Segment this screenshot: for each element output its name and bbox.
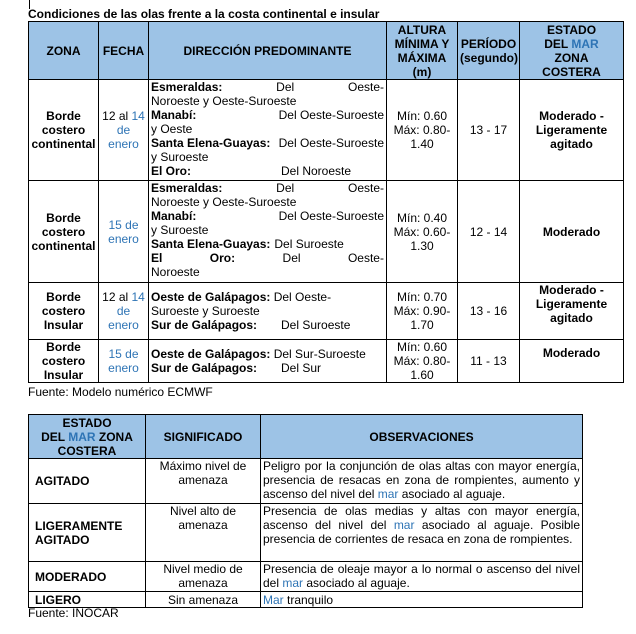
dir-line <box>151 290 384 304</box>
zona-line: Insular <box>43 368 84 382</box>
altura-max: Máx: 0.80- <box>393 354 451 368</box>
dir-line <box>151 251 384 265</box>
significado-cell <box>146 504 261 562</box>
obs-text: tranquilo <box>283 592 334 607</box>
table-header-row <box>29 22 624 80</box>
zona-cell <box>29 283 99 340</box>
header-periodo-line: (segundo) <box>460 50 518 65</box>
wave-conditions-table <box>28 21 624 383</box>
altura-min: Mín: 0.60 <box>396 340 448 354</box>
header-altura-line: (m) <box>412 64 432 79</box>
dir-region: Manabí: <box>151 108 197 122</box>
obs-text: asociado al aguaje. Posible presencia de corrientes de resaca en zona de rompientes. <box>263 518 580 546</box>
obs-mar: mar <box>282 576 304 590</box>
dir-region: El <box>151 251 163 265</box>
header-estado-line: COSTERA <box>57 443 117 458</box>
dir-text: Del Oeste- <box>273 290 332 304</box>
header-estado-mar: MAR <box>571 36 599 51</box>
estado-line: agitado <box>550 311 593 325</box>
dir-line <box>151 237 384 251</box>
significado-line: Sin amenaza <box>167 592 239 607</box>
table-row <box>29 459 583 504</box>
obs-text: asociado al aguaje. <box>398 487 506 501</box>
periodo-cell: 13 - 16 <box>458 283 520 340</box>
fecha-line <box>101 290 146 304</box>
fecha-month: enero <box>108 361 139 375</box>
direccion-cell <box>149 181 387 283</box>
significado-line: amenaza <box>178 518 228 532</box>
dir-continuation: y Suroeste <box>151 150 209 164</box>
dir-text: Del <box>276 80 295 94</box>
dir-continuation: Noroeste y Oeste-Suroeste <box>151 195 297 209</box>
fecha-text: 12 al <box>102 109 132 123</box>
table-row <box>29 283 624 340</box>
altura-max: 1.70 <box>410 318 434 332</box>
dir-continuation: Noroeste y Oeste-Suroeste <box>151 94 297 108</box>
dir-text: Del Noroeste <box>281 164 352 178</box>
significado-line: amenaza <box>178 576 228 590</box>
periodo-cell: 11 - 13 <box>458 340 520 383</box>
altura-cell <box>387 181 458 283</box>
zona-line: Borde <box>46 290 81 304</box>
header-estado-line: COSTERA <box>542 64 601 79</box>
altura-max: Máx: 0.80- <box>393 123 451 137</box>
header-estado-line <box>31 430 143 444</box>
zona-line: continental <box>31 238 96 253</box>
dir-text: Del Sur <box>281 361 322 375</box>
obs-text: asociado al aguaje. <box>303 576 410 590</box>
obs-text: Presencia de olas medias y altas con mayor energía, ascenso del nivel del <box>263 504 580 532</box>
header-altura <box>387 22 458 80</box>
dir-text: Oeste- <box>347 80 384 94</box>
altura-min: Mín: 0.40 <box>396 210 448 225</box>
dir-region: Santa Elena-Guayas: <box>151 237 271 251</box>
estado-line: Moderado - <box>539 109 604 123</box>
estado-cell: AGITADO <box>29 459 146 504</box>
dir-continuation: Noroeste <box>151 265 200 279</box>
dir-text: Del Sur-Suroeste <box>273 347 366 361</box>
estado-cell: LIGERO <box>29 592 146 608</box>
altura-max: 1.30 <box>410 238 434 253</box>
dir-region: Esmeraldas: <box>151 181 223 195</box>
document-title: Condiciones de las olas frente a la costa continental e insular <box>28 7 380 21</box>
fecha-line: de <box>116 123 131 137</box>
table-header-row <box>29 415 583 459</box>
altura-max: 1.40 <box>410 137 434 151</box>
zona-line: costero <box>41 123 86 137</box>
fecha-text: 12 al <box>102 290 132 304</box>
dir-line <box>151 80 384 94</box>
table-row <box>29 80 624 181</box>
observaciones-cell <box>261 592 583 608</box>
fecha-cell <box>99 181 149 283</box>
fecha-day: 15 de <box>108 347 139 361</box>
fecha-cell <box>99 340 149 383</box>
significado-line: Nivel medio de <box>163 562 243 576</box>
source-note: Fuente: INOCAR <box>28 606 119 620</box>
fecha-month: enero <box>108 318 139 332</box>
dir-region: Manabí: <box>151 209 197 223</box>
sea-state-legend-table <box>28 414 583 608</box>
table-row <box>29 340 624 383</box>
dir-region: Esmeraldas: <box>151 80 223 94</box>
significado-line: Máximo nivel de <box>159 459 247 473</box>
fecha-line <box>101 109 146 123</box>
fecha-day: 15 de <box>108 217 139 232</box>
header-altura-line: ALTURA <box>397 22 447 37</box>
zona-cell <box>29 80 99 181</box>
header-fecha: FECHA <box>99 22 149 80</box>
significado-cell <box>146 459 261 504</box>
estado-cell <box>520 80 624 181</box>
source-note: Fuente: Modelo numérico ECMWF <box>28 385 213 399</box>
zona-line: costero <box>41 224 86 239</box>
zona-line: Borde <box>46 210 81 225</box>
dir-text: Del Oeste-Suroeste <box>278 209 384 223</box>
direccion-cell <box>149 283 387 340</box>
altura-min: Mín: 0.70 <box>396 290 448 304</box>
significado-cell <box>146 592 261 608</box>
header-altura-line: MÍNIMA Y <box>394 36 450 51</box>
obs-text: Peligro por la conjunción de olas altas con mayor energía, presencia de resacas en zona de rompientes, aumento y ascenso del nivel del <box>263 459 580 501</box>
obs-text: Presencia de oleaje mayor a lo normal o ascenso del nivel del <box>263 562 580 590</box>
dir-line <box>151 181 384 195</box>
estado-line: Moderado <box>542 224 601 239</box>
table-row <box>29 181 624 283</box>
dir-region: El Oro: <box>151 164 192 178</box>
altura-max: 1.60 <box>410 368 434 382</box>
altura-cell <box>387 80 458 181</box>
header-estado-text: DEL <box>544 36 572 51</box>
zona-line: costero <box>41 354 86 368</box>
direccion-cell <box>149 340 387 383</box>
header-significado: SIGNIFICADO <box>146 415 261 459</box>
header-observaciones: OBSERVACIONES <box>261 415 583 459</box>
header-estado-line <box>522 37 621 51</box>
dir-region: Oro: <box>209 251 236 265</box>
dir-text: Del Suroeste <box>281 318 351 332</box>
header-estado-line: ESTADO <box>546 22 597 37</box>
direccion-cell <box>149 80 387 181</box>
obs-mar: Mar <box>263 592 284 607</box>
header-estado <box>520 22 624 80</box>
dir-continuation: y Suroeste <box>151 223 209 237</box>
observaciones-cell <box>261 504 583 562</box>
header-estado-text: ZONA <box>95 429 133 444</box>
header-estado-line: ESTADO <box>62 415 112 430</box>
fecha-line: de <box>116 304 131 318</box>
zona-line: costero <box>41 304 86 318</box>
significado-line: amenaza <box>178 473 228 487</box>
dir-continuation: y Oeste <box>151 122 193 136</box>
dir-line <box>151 136 384 150</box>
fecha-month: enero <box>108 231 139 246</box>
zona-line: continental <box>31 137 96 151</box>
dir-continuation: Suroeste y Suroeste <box>151 304 260 318</box>
header-estado <box>29 415 146 459</box>
fecha-cell <box>99 283 149 340</box>
observaciones-cell <box>261 562 583 592</box>
dir-line <box>151 347 384 361</box>
table-row <box>29 562 583 592</box>
header-direccion: DIRECCIÓN PREDOMINANTE <box>149 22 387 80</box>
estado-line: Ligeramente <box>535 297 608 311</box>
dir-region: Oeste de Galápagos: <box>151 290 271 304</box>
dir-text: Del <box>276 181 295 195</box>
dir-line <box>151 318 384 332</box>
zona-cell <box>29 181 99 283</box>
altura-cell <box>387 340 458 383</box>
zona-line: Insular <box>43 318 84 332</box>
fecha-day: 14 <box>131 109 145 123</box>
estado-cell <box>520 340 624 383</box>
zona-line: Borde <box>46 340 81 354</box>
obs-mar: mar <box>377 487 399 501</box>
estado-line: Moderado - <box>539 283 604 297</box>
dir-line <box>151 164 384 178</box>
fecha-cell <box>99 80 149 181</box>
periodo-cell: 12 - 14 <box>458 181 520 283</box>
fecha-day: 14 <box>131 290 145 304</box>
header-estado-text: DEL <box>41 429 69 444</box>
dir-text: Oeste- <box>347 251 384 265</box>
dir-region: Sur de Galápagos: <box>151 361 258 375</box>
fecha-month: enero <box>108 137 139 151</box>
altura-max: Máx: 0.60- <box>393 224 451 239</box>
zona-line: Borde <box>46 109 81 123</box>
periodo-cell: 13 - 17 <box>458 80 520 181</box>
dir-text: Del Suroeste <box>274 237 344 251</box>
header-zona: ZONA <box>29 22 99 80</box>
significado-cell <box>146 562 261 592</box>
obs-mar: mar <box>393 518 415 532</box>
estado-cell <box>520 283 624 340</box>
dir-line <box>151 361 384 375</box>
header-estado-line: ZONA <box>554 50 589 65</box>
table-row <box>29 504 583 562</box>
estado-cell <box>520 181 624 283</box>
estado-line: Moderado <box>542 346 601 360</box>
significado-line: Nivel alto de <box>169 504 237 518</box>
estado-cell: MODERADO <box>29 562 146 592</box>
dir-text: Del Oeste-Suroeste <box>278 136 384 150</box>
header-periodo-line: PERÍODO <box>460 36 517 51</box>
dir-line <box>151 108 384 122</box>
altura-cell <box>387 283 458 340</box>
dir-region: Santa Elena-Guayas: <box>151 136 271 150</box>
dir-region: Oeste de Galápagos: <box>151 347 271 361</box>
altura-max: Máx: 0.90- <box>393 304 451 318</box>
dir-region: Sur de Galápagos: <box>151 318 258 332</box>
header-altura-line: MÁXIMA <box>397 50 447 65</box>
dir-text: Del <box>282 251 301 265</box>
estado-line: agitado <box>550 137 593 151</box>
zona-cell <box>29 340 99 383</box>
observaciones-cell <box>261 459 583 504</box>
dir-text: Oeste- <box>347 181 384 195</box>
estado-cell: LIGERAMENTE AGITADO <box>29 504 146 562</box>
altura-min: Mín: 0.60 <box>396 109 448 123</box>
dir-text: Del Oeste-Suroeste <box>278 108 384 122</box>
estado-line: Ligeramente <box>535 123 608 137</box>
dir-line <box>151 209 384 223</box>
header-estado-mar: MAR <box>68 429 96 444</box>
header-periodo <box>458 22 520 80</box>
